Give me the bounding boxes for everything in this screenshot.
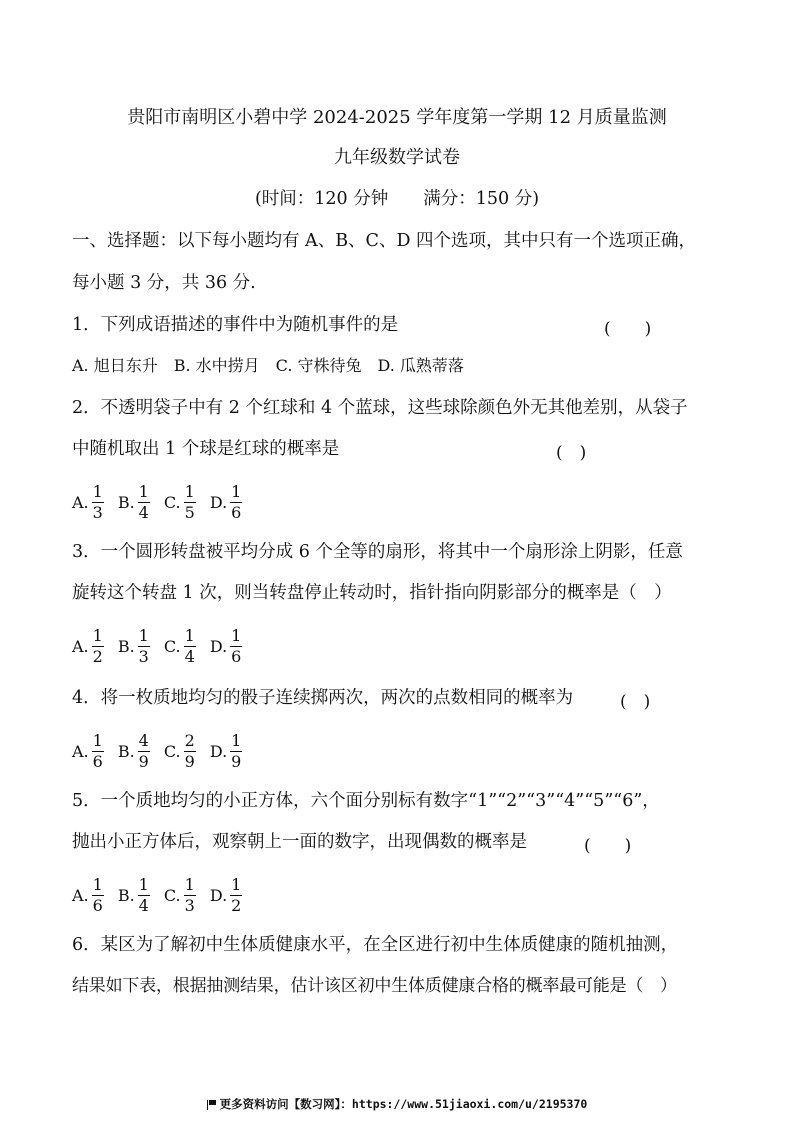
q2-choice-d: D. $\frac{1}{6}$ bbox=[209, 481, 242, 522]
q4-choice-c: C. $\frac{2}{9}$ bbox=[163, 730, 195, 771]
q5-line2: 抛出小正方体后，观察朝上一面的数字，出现偶数的概率是 bbox=[72, 832, 527, 852]
exam-subtitle: 九年级数学试卷 bbox=[334, 147, 460, 168]
q1-answer-paren: ( ) bbox=[604, 319, 652, 339]
q3-choice-c: C. $\frac{1}{4}$ bbox=[163, 625, 195, 666]
section-intro-line1: 一、选择题：以下每小题均有 A、B、C、D 四个选项，其中只有一个选项正确， bbox=[72, 231, 697, 251]
q5-choice-c: C. $\frac{1}{3}$ bbox=[163, 874, 195, 915]
footer-link[interactable] bbox=[0, 1096, 794, 1112]
q1-options: A. 旭日东升 B. 水中捞月 C. 守株待兔 D. 瓜熟蒂落 bbox=[72, 356, 464, 375]
footer-text: 更多资料访问【数习网】：https://www.51jiaoxi.com/u/2195370 bbox=[219, 1097, 588, 1111]
q4-choice-b: B. $\frac{4}{9}$ bbox=[117, 730, 149, 771]
q2-line2: 中随机取出 1 个球是红球的概率是 bbox=[72, 439, 340, 459]
q2-line1: 2．不透明袋子中有 2 个红球和 4 个蓝球，这些球除颜色外无其他差别，从袋子 bbox=[72, 398, 688, 418]
q5-choice-b: B. $\frac{1}{4}$ bbox=[117, 874, 149, 915]
q3-choice-d: D. $\frac{1}{6}$ bbox=[209, 625, 242, 666]
q5-choices bbox=[72, 871, 256, 919]
q3-choices bbox=[72, 622, 256, 670]
q5-line1: 5．一个质地均匀的小正方体，六个面分别标有数字“1”“2”“3”“4”“5”“6”， bbox=[72, 791, 660, 811]
q4-choice-a: A. $\frac{1}{6}$ bbox=[72, 730, 103, 771]
flag-icon bbox=[207, 1100, 216, 1109]
q4-choice-d: D. $\frac{1}{9}$ bbox=[209, 730, 242, 771]
q4-choices bbox=[72, 727, 256, 775]
q6-line2: 结果如下表，根据抽测结果，估计该区初中生体质健康合格的概率最可能是（ ） bbox=[72, 976, 677, 996]
section-intro-line2: 每小题 3 分，共 36 分. bbox=[72, 273, 256, 293]
q2-choice-c: C. $\frac{1}{5}$ bbox=[163, 481, 195, 522]
q4-stem: 4．将一枚质地均匀的骰子连续掷两次，两次的点数相同的概率为 bbox=[72, 688, 574, 708]
q6-line1: 6．某区为了解初中生体质健康水平，在全区进行初中生体质健康的随机抽测， bbox=[72, 935, 679, 955]
q2-choices bbox=[72, 478, 256, 526]
exam-title: 贵阳市南明区小碧中学 2024-2025 学年度第一学期 12 月质量监测 bbox=[127, 107, 667, 128]
q3-line1: 3．一个圆形转盘被平均分成 6 个全等的扇形，将其中一个扇形涂上阴影，任意 bbox=[72, 542, 683, 562]
q4-answer-paren: ( ) bbox=[620, 692, 651, 712]
time-info: (时间：120 分钟 满分：150 分) bbox=[254, 189, 540, 209]
q2-choice-a: A. $\frac{1}{3}$ bbox=[72, 481, 103, 522]
q5-choice-d: D. $\frac{1}{2}$ bbox=[209, 874, 242, 915]
q3-choice-a: A. $\frac{1}{2}$ bbox=[72, 625, 103, 666]
q2-answer-paren: ( ) bbox=[556, 443, 587, 463]
q2-choice-b: B. $\frac{1}{4}$ bbox=[117, 481, 149, 522]
q3-line2: 旋转这个转盘 1 次，则当转盘停止转动时，指针指向阴影部分的概率是（ ） bbox=[72, 583, 672, 603]
q5-choice-a: A. $\frac{1}{6}$ bbox=[72, 874, 103, 915]
q5-answer-paren: ( ) bbox=[584, 836, 632, 856]
q3-choice-b: B. $\frac{1}{3}$ bbox=[117, 625, 149, 666]
q1-stem: 1．下列成语描述的事件中为随机事件的是 bbox=[72, 315, 399, 335]
